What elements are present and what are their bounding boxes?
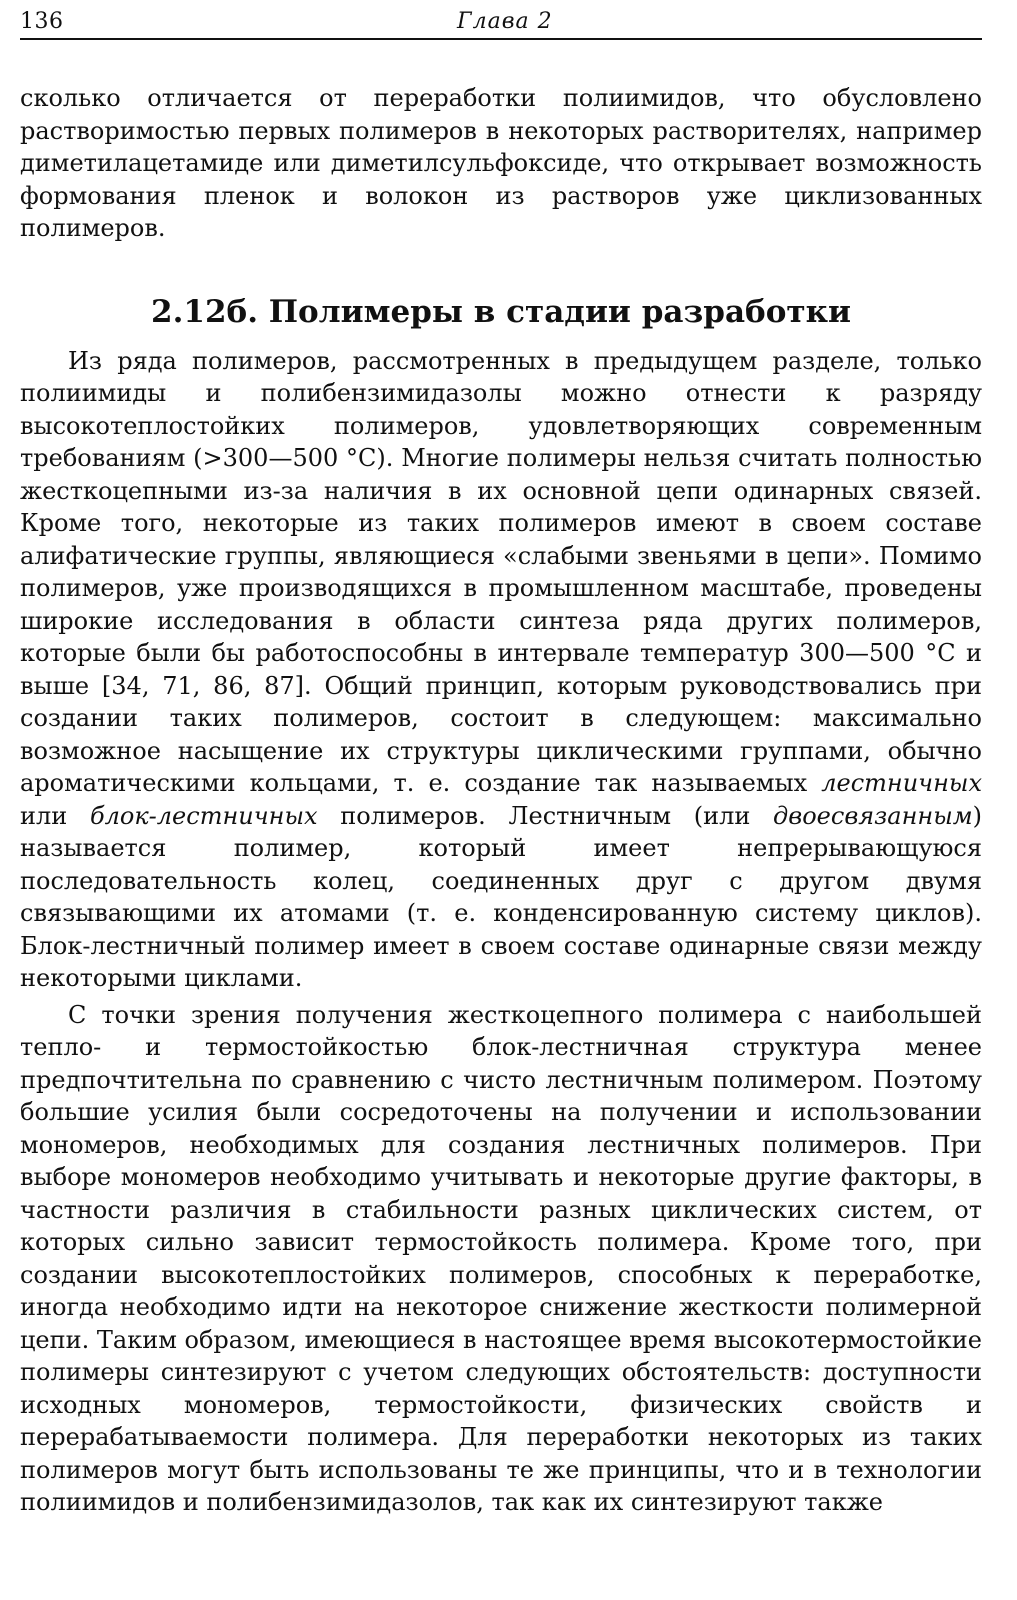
term-double-strand: двоесвязанным	[773, 801, 973, 830]
book-page	[20, 6, 982, 1519]
term-ladder: лестничных	[821, 769, 982, 797]
paragraph-1-text-b: или	[20, 801, 90, 830]
paragraph-1-text-d: ) называется полимер, который имеет непрерывающуюся последовательность колец, соединенных друг с другом двумя связывающими их атомами (т. е. конденсированную систему циклов). Блок-лестничный полимер имеет в своем составе одинарные связи между некоторыми циклами.	[20, 801, 983, 992]
paragraph-2: С точки зрения получения жесткоцепного полимера с наибольшей тепло- и термостойкостью блок-лестничная структура менее предпочтительна по сравнению с чисто лестничным полимером. Поэтому большие усилия были сосредоточены на получении и использовании мономеров, необходимых для создания лестничных полимеров. При выборе мономеров необходимо учитывать и некоторые другие факторы, в частности различия в стабильности разных циклических систем, от которых сильно зависит термостойкость полимера. Кроме того, при создании высокотеплостойких полимеров, способных к переработке, иногда необходимо идти на некоторое снижение жесткости полимерной цепи. Таким образом, имеющиеся в настоящее время высокотермостойкие полимеры синтезируют с учетом следующих обстоятельств: доступности исходных мономеров, термостойкости, физических свойств и перерабатываемости полимера. Для переработки некоторых из таких полимеров могут быть использованы те же принципы, что и в технологии полиимидов и полибензимидазолов, так как их синтезируют также	[20, 1000, 982, 1516]
page-number: 136	[20, 9, 64, 34]
paragraph-1	[20, 345, 982, 995]
chapter-label: Глава 2	[457, 9, 553, 34]
paragraph-1-text-c: полимеров. Лестничным (или	[317, 801, 774, 830]
running-header	[20, 6, 982, 40]
paragraph-1-text-a: Из ряда полимеров, рассмотренных в предыдущем разделе, только полиимиды и полибензимидазолы можно отнести к разряду высокотеплостойких полимеров, удовлетворяющих современным требованиям (>300—500 °С). Многие полимеры нельзя считать полностью жесткоцепными из-за наличия в их основной цепи одинарных связей. Кроме того, некоторые из таких полимеров имеют в своем составе алифатические группы, являющиеся «слабыми звеньями в цепи». Помимо полимеров, уже производящихся в промышленном масштабе, проведены широкие исследования в области синтеза ряда других полимеров, которые были бы работоспособны в интервале температур 300—500 °С и выше [34, 71, 86, 87]. Общий принцип, которым руководствовались при создании таких полимеров, состоит в следующем: максимально возможное насыщение их структуры циклическими группами, обычно ароматическими кольцами, т. е. создание так называемых	[20, 346, 982, 797]
section-heading: 2.12б. Полимеры в стадии разработки	[151, 293, 851, 330]
continued-paragraph: сколько отличается от переработки полиимидов, что обусловлено растворимостью первых полимеров в некоторых растворителях, например диметилацетамиде или диметилсульфоксиде, что открывает возможность формования пленок и волокон из растворов уже циклизованных полимеров.	[20, 84, 982, 242]
term-block-ladder: блок-лестничных	[89, 801, 318, 830]
